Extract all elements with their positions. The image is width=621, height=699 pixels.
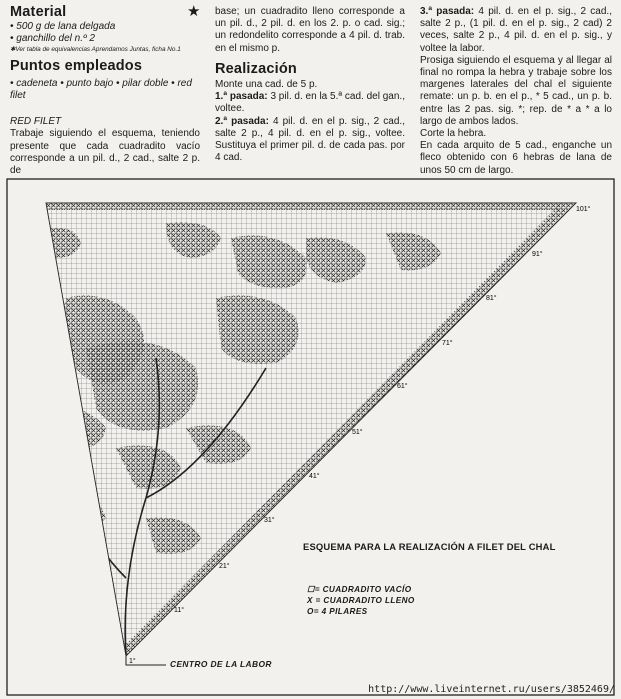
legend — [307, 584, 415, 617]
center-label: CENTRO DE LA LABOR — [170, 659, 272, 669]
material-item: • 500 g de lana delgada — [10, 21, 200, 33]
column-material — [10, 3, 201, 177]
filet-chart — [6, 178, 615, 696]
filet-legend-text: base; un cuadradito lleno corresponde a un pil. d., 2 pil. d. en los 2. p. o cad. sig.; un redondelito corresponde a 4 pil. d. trab. en el mismo p. — [215, 6, 405, 54]
stitches-list: • cadeneta • punto bajo • pilar doble • red filet — [10, 77, 192, 102]
start-text: Monte una cad. de 5 p. — [215, 79, 318, 91]
fringe-text: En cada arquito de 5 cad., enganche un fleco obtenido con 6 hebras de lana de unos 50 cm de largo. — [420, 140, 612, 176]
row-label: 61° — [397, 383, 408, 390]
row-label: 91° — [532, 251, 543, 258]
continue-text: Prosiga siguiendo el esquema y al llegar al final no rompa la hebra y trabaje sobre los margenes laterales del chal el siguiente remate: un p. b. en el p., * 5 cad., un p. b. entre las 2 pas. sig. *; rep. de * a * a lo largo de ambos lados. — [420, 54, 612, 127]
realizacion-heading: Realización — [215, 60, 297, 77]
diagram-title: ESQUEMA PARA LA REALIZACIÓN A FILET DEL CHAL — [303, 541, 556, 552]
row-label: 31° — [264, 517, 275, 524]
row-label: 101° — [576, 206, 591, 213]
row-label: 21° — [219, 563, 230, 570]
material-heading: Material — [10, 4, 67, 20]
row-label: 11° — [174, 607, 185, 614]
legend-pillars: O= 4 PILARES — [307, 607, 368, 616]
red-filet-body: Trabaje siguiendo el esquema, teniendo presente que cada cuadradito vacío corresponde a un pil. d., 2 cad., salte 2 p. de — [10, 128, 200, 177]
legend-filled: X = CUADRADITO LLENO — [307, 596, 415, 605]
row-label: 1° — [129, 658, 136, 665]
row-label: 71° — [442, 340, 453, 347]
material-item: • ganchillo del n.º 2 — [10, 33, 200, 45]
cut-text: Corte la hebra. — [420, 128, 487, 140]
row2-text: 2.ª pasada: 4 pil. d. en el p. sig., 2 cad., salte 2 p., 4 pil. d. en el p. sig., voltee. Sustituya el primer pil. d. de cada pas. por 4 cad. — [215, 115, 405, 164]
top-band — [46, 203, 561, 210]
legend-empty: ☐= CUADRADITO VACÍO — [307, 585, 412, 594]
column-continued — [420, 6, 612, 177]
row-label: 81° — [486, 295, 497, 302]
row-label: 51° — [352, 429, 363, 436]
row1-text: 1.ª pasada: 3 pil. d. en la 5.ª cad. del gan., voltee. — [215, 91, 405, 115]
red-filet-heading: RED FILET — [10, 116, 62, 128]
material-list — [10, 21, 200, 45]
star-icon: ★ — [187, 3, 201, 20]
stitches-heading: Puntos empleados — [10, 57, 143, 74]
row-label: 41° — [309, 473, 320, 480]
watermark-url[interactable]: http://www.liveinternet.ru/users/3852469/ — [368, 684, 615, 695]
material-note: ✱Ver tabla de equivalencias Aprendamos Juntas, ficha No.1 — [10, 45, 181, 53]
column-realizacion — [215, 6, 405, 164]
row3-text: 3.ª pasada: 4 pil. d. en el p. sig., 2 cad., salte 2 p., (1 pil. d. en el p. sig., 2 cad) 2 veces, salte 2 p., 4 pil. d. en el p. sig., y voltee la labor. — [420, 6, 612, 54]
